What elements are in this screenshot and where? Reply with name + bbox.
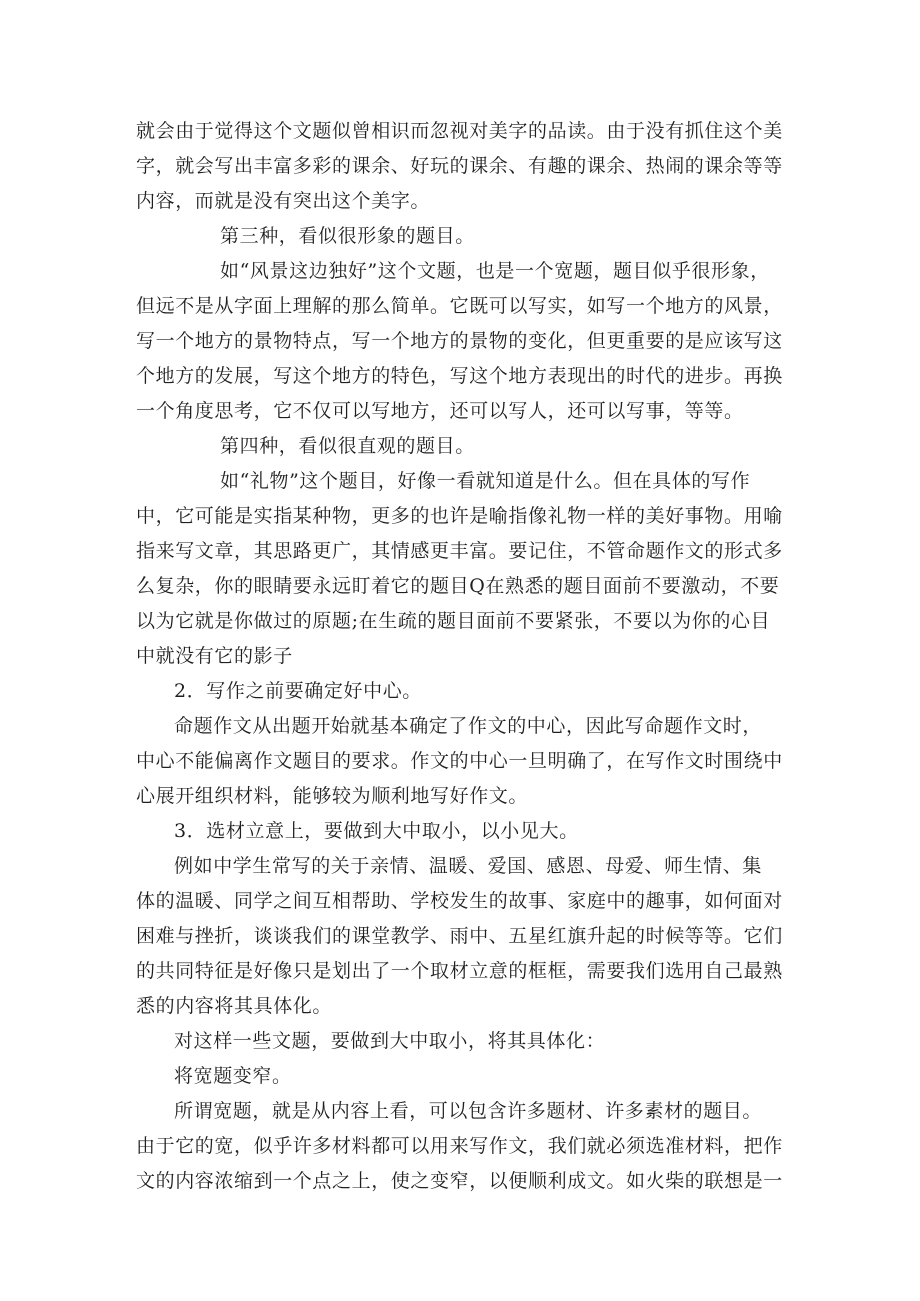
paragraph-line: 个地方的发展，写这个地方的特色，写这个地方表现出的时代的进步。再换 [136, 365, 783, 387]
paragraph-line: 就会由于觉得这个文题似曾相识而忽视对美字的品读。由于没有抓住这个美 [136, 120, 783, 142]
paragraph-line: 的共同特征是好像只是划出了一个取材立意的框框，需要我们选用自己最熟 [136, 960, 783, 982]
paragraph-line: 写一个地方的景物特点，写一个地方的景物的变化，但更重要的是应该写这 [136, 330, 783, 352]
paragraph-line: 悉的内容将其具体化。 [136, 995, 333, 1017]
paragraph-line: 对这样一些文题，要做到大中取小，将其具体化： [174, 1030, 606, 1052]
paragraph-line: 将宽题变窄。 [174, 1065, 292, 1087]
paragraph-line: 字，就会写出丰富多彩的课余、好玩的课余、有趣的课余、热闹的课余等等 [136, 155, 783, 177]
paragraph-line: 文的内容浓缩到一个点之上，使之变窄，以便顺利成文。如火柴的联想是一 [136, 1170, 783, 1192]
paragraph-line: 第三种，看似很形象的题目。 [220, 225, 475, 247]
paragraph-line: 中心不能偏离作文题目的要求。作文的中心一旦明确了，在写作文时围绕中 [136, 750, 783, 772]
paragraph-line: 但远不是从字面上理解的那么简单。它既可以写实，如写一个地方的风景， [136, 295, 783, 317]
paragraph-line: 由于它的宽，似乎许多材料都可以用来写作文，我们就必须选准材料，把作 [136, 1135, 783, 1157]
paragraph-line: 么复杂，你的眼睛要永远盯着它的题目Q在熟悉的题目面前不要激动，不要 [136, 575, 780, 597]
document-body [136, 114, 792, 1199]
paragraph-line: 第四种，看似很直观的题目。 [220, 435, 475, 457]
paragraph-line: 中就没有它的影子 [136, 645, 293, 667]
paragraph-line: 中，它可能是实指某种物，更多的也许是喻指像礼物一样的美好事物。用喻 [136, 505, 783, 527]
paragraph-line: 体的温暖、同学之间互相帮助、学校发生的故事、家庭中的趣事，如何面对 [136, 890, 783, 912]
paragraph-line: 指来写文章，其思路更广，其情感更丰富。要记住，不管命题作文的形式多 [136, 540, 783, 562]
paragraph-line: 例如中学生常写的关于亲情、温暖、爱国、感恩、母爱、师生情、集 [174, 855, 763, 877]
paragraph-line: 心展开组织材料，能够较为顺利地写好作文。 [136, 785, 529, 807]
paragraph-line: 如“风景这边独好”这个文题，也是一个宽题，题目似乎很形象， [220, 260, 770, 282]
paragraph-line: 一个角度思考，它不仅可以写地方，还可以写人，还可以写事，等等。 [136, 400, 744, 422]
paragraph-line: 命题作文从出题开始就基本确定了作文的中心，因此写命题作文时， [174, 715, 763, 737]
paragraph-line: 如“礼物”这个题目，好像一看就知道是什么。但在具体的写作 [220, 470, 751, 492]
paragraph-line: 3．选材立意上，要做到大中取小，以小见大。 [174, 820, 579, 842]
paragraph-line: 内容，而就是没有突出这个美字。 [136, 190, 431, 212]
paragraph-line: 2．写作之前要确定好中心。 [174, 680, 422, 702]
paragraph-line: 以为它就是你做过的原题;在生疏的题目面前不要紧张，不要以为你的心目 [136, 610, 771, 632]
paragraph-line: 所谓宽题，就是从内容上看，可以包含许多题材、许多素材的题目。 [174, 1100, 763, 1122]
paragraph-line: 困难与挫折，谈谈我们的课堂教学、雨中、五星红旗升起的时候等等。它们 [136, 925, 783, 947]
